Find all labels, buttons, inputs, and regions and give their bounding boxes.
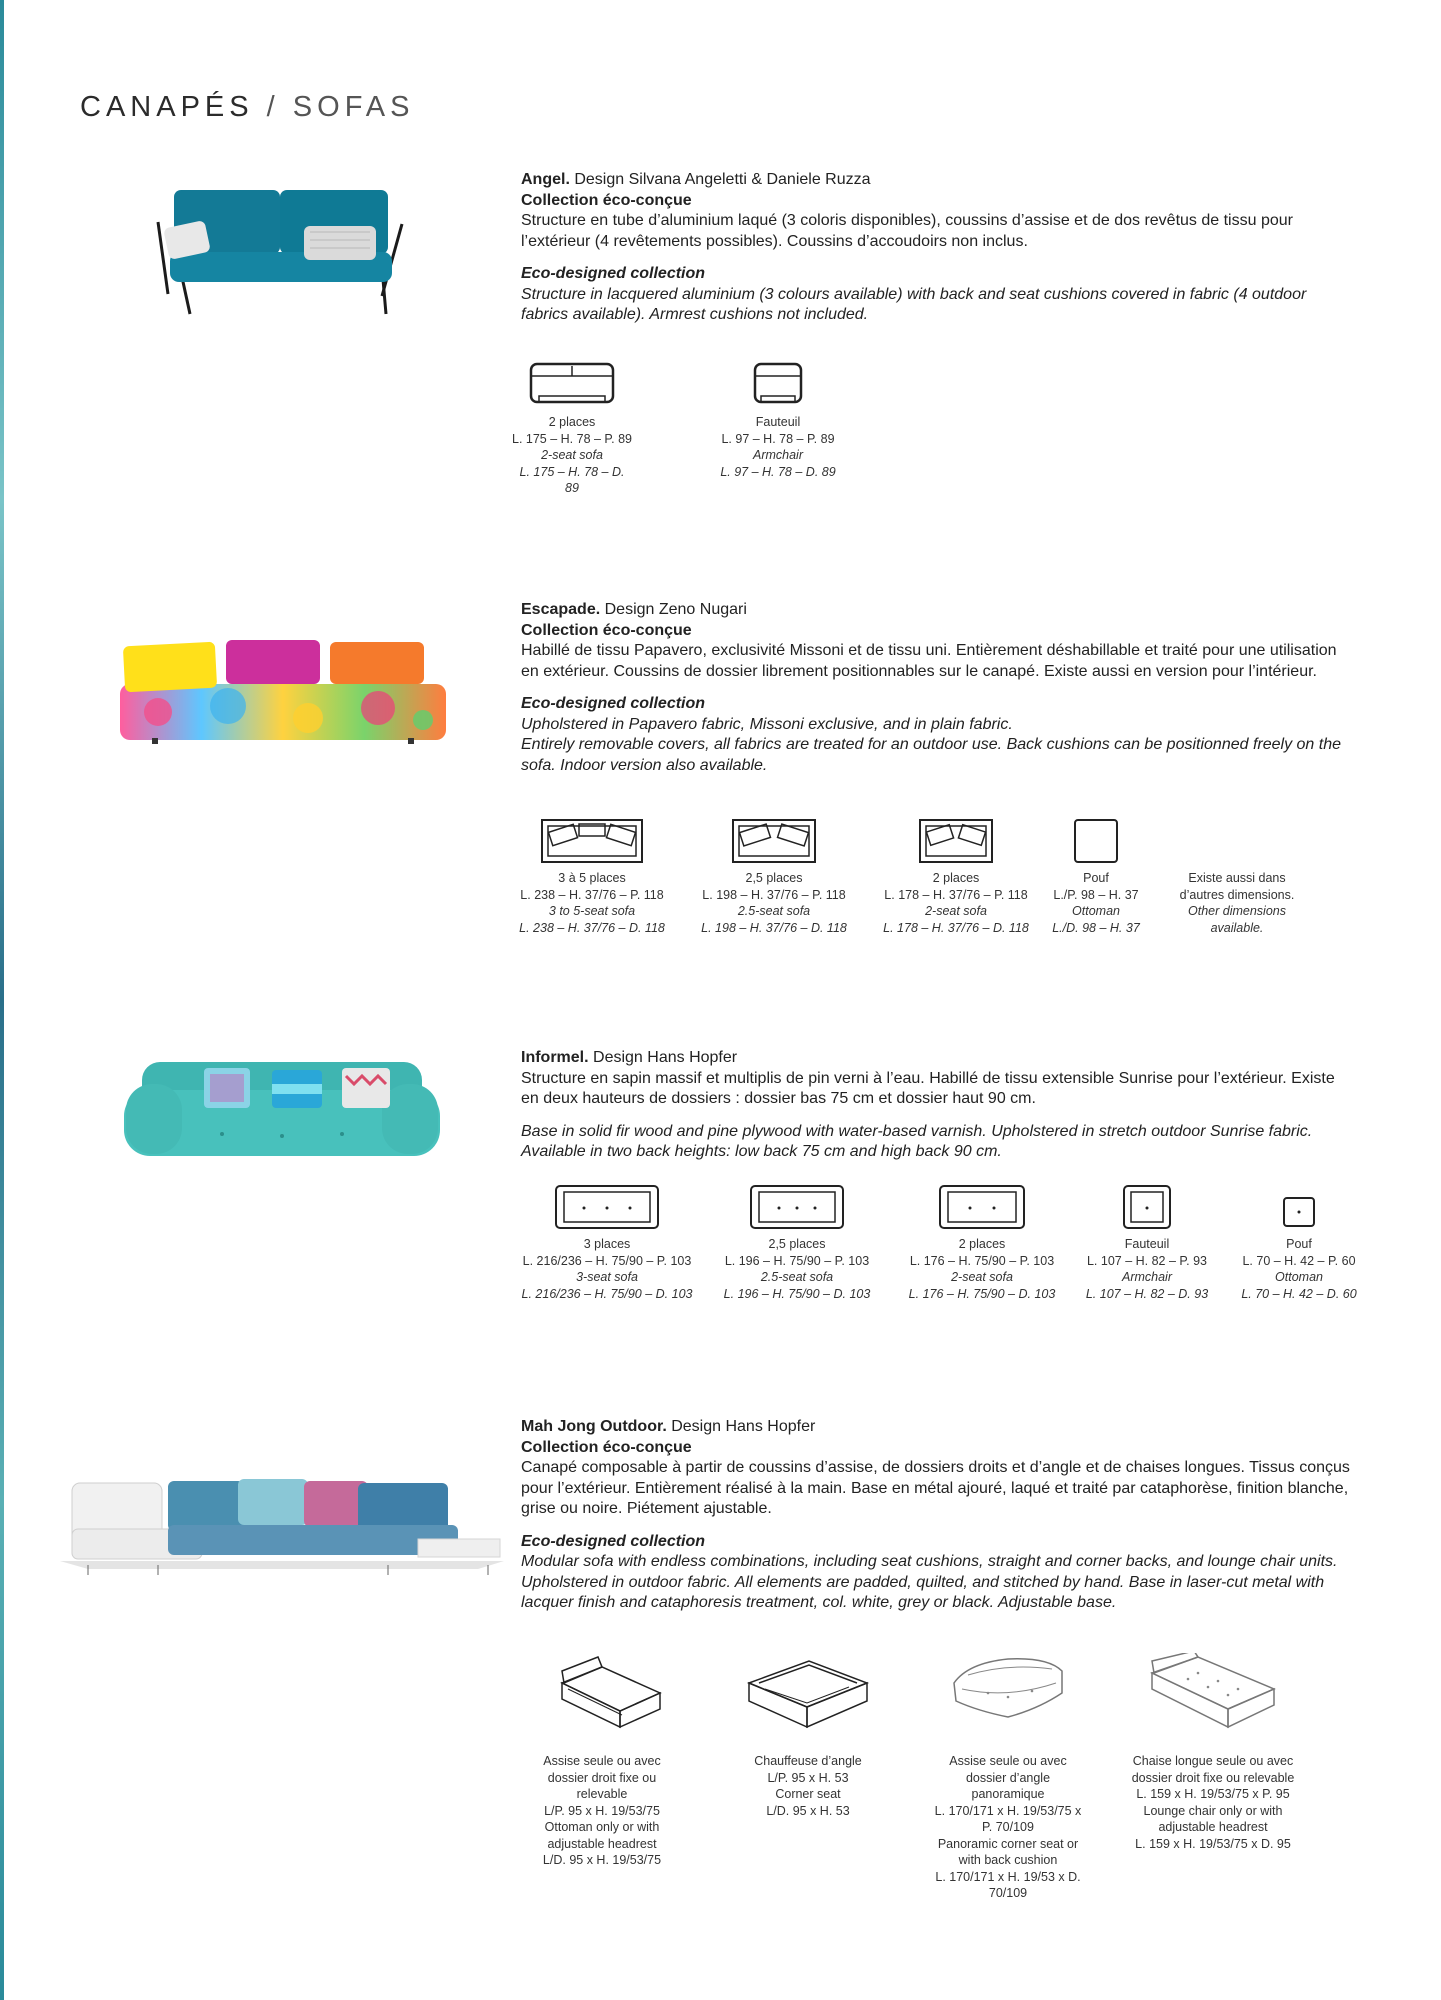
variant-label-en: 2-seat sofa [951, 1270, 1013, 1284]
mah-jong-variants [522, 1653, 1298, 1902]
product-name: Angel. [521, 171, 570, 188]
two-seat-sofa-icon [527, 360, 617, 408]
description-en: Entirely removable covers, all fabrics are treated for an outdoor use. Back cushions can be positionned freely on the sofa. Indoor version also available. [521, 736, 1342, 774]
variant-dims-fr: L. 170/171 x H. 19/53/75 x P. 70/109 [934, 1803, 1082, 1834]
title-separator: / [266, 91, 280, 124]
variant-dims-fr: L. 198 – H. 37/76 – P. 118 [702, 887, 846, 902]
variant-label-fr: Assise seule ou avec dossier droit fixe ou relevable [543, 1754, 661, 1801]
variant-item [512, 818, 672, 936]
variant-dims-en: L. 70 – H. 42 – D. 60 [1241, 1286, 1357, 1301]
angel-variants [512, 360, 838, 497]
variant-label-fr: Chauffeuse d’angle [754, 1754, 862, 1768]
variant-label-en: Armchair [1121, 1270, 1172, 1284]
variant-label-fr: 2 places [932, 871, 980, 885]
ottoman-icon [1276, 1184, 1322, 1230]
variant-dims-en: L. 196 – H. 75/90 – D. 103 [723, 1286, 871, 1301]
variant-label-en: 3-seat sofa [576, 1270, 638, 1284]
variant-label-en: 3 to 5-seat sofa [548, 904, 636, 918]
variant-dims-fr: L. 178 – H. 37/76 – P. 118 [884, 887, 1028, 902]
variant-label-fr: 3 places [583, 1237, 631, 1251]
three-seat-sofa-icon [554, 1184, 660, 1230]
variant-dims-fr: L. 175 – H. 78 – P. 89 [512, 431, 633, 446]
description-fr: Structure en sapin massif et multiplis de pin verni à l’eau. Habillé de tissu extensible Sunrise pour l’extérieur. Existe en deux hauteurs de dossiers : dossier bas 75 cm et dossier haut 90 cm. [521, 1069, 1335, 1107]
product-designer: Design Silvana Angeletti & Daniele Ruzza [574, 171, 871, 188]
variant-label-fr: 2 places [958, 1237, 1006, 1251]
variant-dims-fr: L. 97 – H. 78 – P. 89 [721, 431, 835, 446]
angel-sofa-photo [150, 184, 410, 324]
variant-dims-en: L. 170/171 x H. 19/53 x D. 70/109 [935, 1869, 1081, 1900]
description-en: Structure in lacquered aluminium (3 colours available) with back and seat cushions covered in fabric (4 outdoor fabrics available). Armrest cushions not included. [521, 285, 1307, 323]
angel-description [521, 170, 1356, 326]
variant-dims-fr: L/P. 95 x H. 19/53/75 [544, 1803, 660, 1818]
variant-label-en: 2-seat sofa [541, 448, 603, 462]
variant-dims-en: L. 97 – H. 78 – D. 89 [720, 464, 836, 479]
collection-label: Collection éco-conçue [521, 621, 692, 639]
product-designer: Design Zeno Nugari [604, 601, 747, 618]
panoramic-corner-seat-icon [948, 1653, 1068, 1733]
title-en: SOFAS [292, 91, 415, 124]
lounge-chair-icon [1148, 1653, 1278, 1743]
variant-item [728, 1653, 888, 1902]
variant-label-en: Corner seat [775, 1787, 841, 1801]
collection-label: Collection éco-conçue [521, 1438, 692, 1456]
armchair-icon [1122, 1184, 1172, 1230]
variant-label-fr: Fauteuil [1124, 1237, 1170, 1251]
description-fr: Canapé composable à partir de coussins d’assise, de dossiers droits et d’angle et de chaises longues. Tissus conçus pour l’extérieur. Entièrement réalisé à la main. Base en métal ajouré, laqué et traité par cataphorèse, finition blanche, grise ou noire. Piétement ajustable. [521, 1459, 1350, 1517]
variant-item [718, 360, 838, 497]
variant-item [702, 1184, 892, 1302]
variant-dims-fr: L./P. 98 – H. 37 [1053, 887, 1139, 902]
variant-dims-fr: L. 70 – H. 42 – P. 60 [1242, 1253, 1356, 1268]
variant-dims-en: L./D. 98 – H. 37 [1052, 920, 1140, 935]
two-seat-sofa-icon [918, 818, 994, 864]
variant-dims-fr: L. 238 – H. 37/76 – P. 118 [520, 887, 664, 902]
variant-label-fr: Chaise longue seule ou avec dossier droit fixe ou relevable [1131, 1754, 1295, 1785]
other-dimensions-note [1162, 818, 1312, 936]
note-en-line: available. [1210, 920, 1264, 935]
variant-label-en: 2-seat sofa [925, 904, 987, 918]
note-en-line: Other dimensions [1188, 904, 1286, 918]
variant-dims-en: L. 216/236 – H. 75/90 – D. 103 [521, 1286, 693, 1301]
informel-sofa-photo [122, 1056, 442, 1166]
variant-dims-en: L/D. 95 x H. 53 [766, 1803, 850, 1818]
variant-label-en: Ottoman [1275, 1270, 1323, 1284]
description-en: Upholstered in Papavero fabric, Missoni exclusive, and in plain fabric. [521, 715, 1013, 733]
variant-label-fr: Pouf [1083, 871, 1109, 885]
variant-dims-fr: L/P. 95 x H. 53 [767, 1770, 849, 1785]
product-designer: Design Hans Hopfer [593, 1049, 738, 1066]
variant-item [892, 1184, 1072, 1302]
variant-label-fr: 2,5 places [745, 871, 803, 885]
collection-label-en: Eco-designed collection [521, 1532, 706, 1550]
variant-item [1046, 818, 1146, 936]
mah-jong-sofa-photo [58, 1469, 506, 1579]
variant-dims-en: L. 176 – H. 75/90 – D. 103 [908, 1286, 1056, 1301]
collection-label-en: Eco-designed collection [521, 265, 706, 282]
collection-label-en: Eco-designed collection [521, 695, 706, 712]
variant-label-en: 2.5-seat sofa [737, 904, 811, 918]
variant-label-en: Panoramic corner seat or with back cushion [937, 1836, 1079, 1867]
variant-label-fr: Fauteuil [755, 415, 801, 429]
escapade-variants [512, 818, 1312, 936]
product-name: Informel. [521, 1049, 589, 1066]
product-designer: Design Hans Hopfer [671, 1418, 816, 1435]
escapade-sofa-photo [118, 636, 448, 756]
variant-label-fr: Pouf [1286, 1237, 1312, 1251]
description-fr: Structure en tube d’aluminium laqué (3 coloris disponibles), coussins d’assise et de dos revêtus de tissu pour l’extérieur (4 revêtements possibles). Coussins d’accoudoirs non inclus. [521, 212, 1293, 250]
armchair-icon [751, 360, 805, 408]
note-fr-line: Existe aussi dans [1188, 871, 1286, 885]
description-fr: Habillé de tissu Papavero, exclusivité Missoni et de tissu uni. Entièrement déshabillable et traité pour une utilisation en extérieur. Coussins de dossier librement positionnables sur le canapé. Existe aussi en version pour l’intérieur. [521, 642, 1337, 680]
page-title [80, 91, 415, 124]
variant-dims-fr: L. 159 x H. 19/53/75 x P. 95 [1136, 1787, 1290, 1801]
two-and-half-seat-sofa-icon [731, 818, 817, 864]
variant-label-fr: 2 places [548, 415, 596, 429]
description-en: Modular sofa with endless combinations, including seat cushions, straight and corner backs, and lounge chair units. Upholstered in outdoor fabric. All elements are padded, quilted, and stitched by hand. Base in laser-cut metal with lacquer finish and cataphoresis treatment, col. white, grey or black. Adjustable base. [521, 1553, 1338, 1611]
ottoman-icon [1073, 818, 1119, 864]
variant-item [876, 818, 1036, 936]
variant-label-fr: 3 à 5 places [558, 871, 626, 885]
variant-dims-en: L. 175 – H. 78 – D. 89 [519, 464, 625, 495]
variant-item [694, 818, 854, 936]
page-edge-stripe [0, 0, 4, 2000]
product-name: Mah Jong Outdoor. [521, 1418, 667, 1435]
variant-dims-fr: L. 216/236 – H. 75/90 – P. 103 [522, 1253, 692, 1268]
variant-label-en: Ottoman only or with adjustable headrest [544, 1820, 660, 1851]
variant-dims-fr: L. 176 – H. 75/90 – P. 103 [909, 1253, 1055, 1268]
variant-label-en: 2.5-seat sofa [760, 1270, 834, 1284]
variant-dims-en: L. 178 – H. 37/76 – D. 118 [883, 920, 1029, 935]
variant-item [1072, 1184, 1222, 1302]
product-name: Escapade. [521, 601, 601, 618]
variant-item [928, 1653, 1088, 1902]
variant-label-en: Armchair [752, 448, 803, 462]
description-en: Base in solid fir wood and pine plywood with water-based varnish. Upholstered in stretch outdoor Sunrise fabric. Available in two back heights: low back 75 cm and high back 90 cm. [521, 1122, 1313, 1160]
escapade-description [521, 600, 1356, 776]
ottoman-headrest-icon [542, 1653, 662, 1733]
collection-label: Collection éco-conçue [521, 191, 692, 209]
variant-label-fr: 2,5 places [768, 1237, 826, 1251]
variant-label-en: Lounge chair only or with adjustable headrest [1143, 1803, 1283, 1834]
two-and-half-seat-sofa-icon [749, 1184, 845, 1230]
note-fr-line: d’autres dimensions. [1179, 887, 1295, 902]
variant-label-en: Ottoman [1072, 904, 1120, 918]
variant-item [512, 360, 632, 497]
variant-dims-en: L. 198 – H. 37/76 – D. 118 [701, 920, 847, 935]
corner-seat-icon [745, 1653, 871, 1733]
informel-description [521, 1048, 1356, 1163]
variant-dims-fr: L. 107 – H. 82 – P. 93 [1086, 1253, 1207, 1268]
variant-dims-en: L. 238 – H. 37/76 – D. 118 [519, 920, 665, 935]
variant-dims-en: L/D. 95 x H. 19/53/75 [542, 1853, 662, 1867]
informel-variants [512, 1184, 1374, 1302]
two-seat-sofa-icon [938, 1184, 1026, 1230]
variant-item [512, 1184, 702, 1302]
three-to-five-seat-sofa-icon [540, 818, 644, 864]
title-fr: CANAPÉS [80, 91, 254, 124]
variant-item [522, 1653, 682, 1902]
variant-dims-fr: L. 196 – H. 75/90 – P. 103 [724, 1253, 870, 1268]
variant-item [1224, 1184, 1374, 1302]
variant-dims-en: L. 107 – H. 82 – D. 93 [1085, 1286, 1209, 1301]
mah-jong-description [521, 1417, 1356, 1614]
variant-dims-en: L. 159 x H. 19/53/75 x D. 95 [1135, 1836, 1291, 1851]
variant-item [1128, 1653, 1298, 1902]
variant-label-fr: Assise seule ou avec dossier d’angle panoramique [949, 1754, 1067, 1801]
